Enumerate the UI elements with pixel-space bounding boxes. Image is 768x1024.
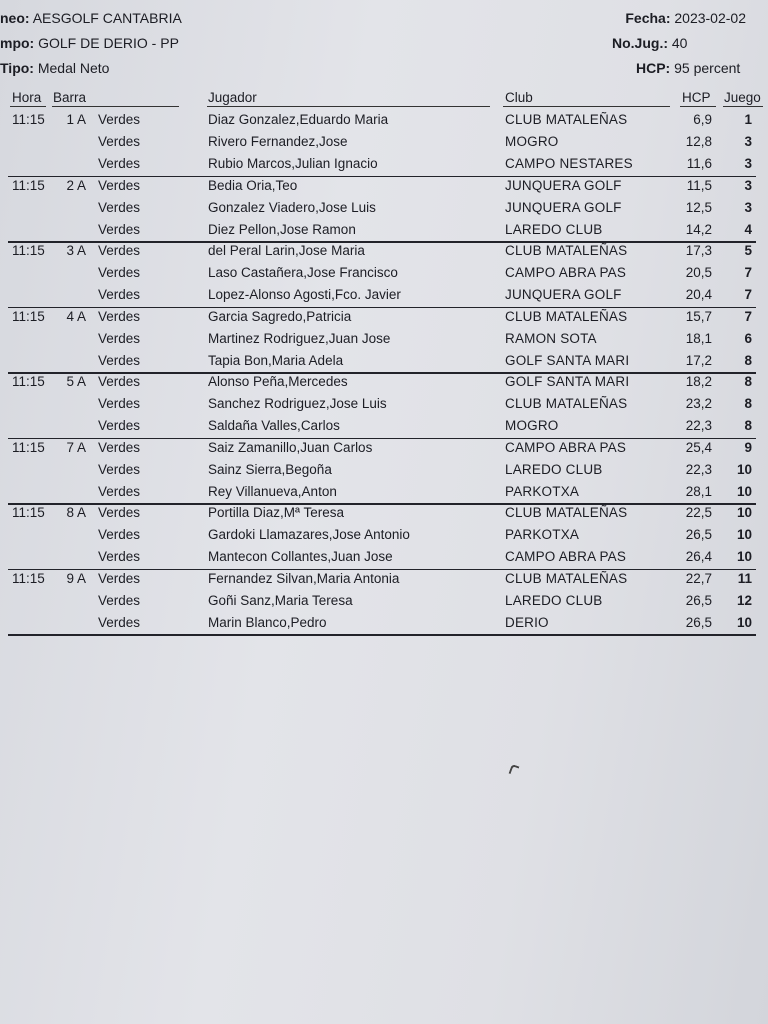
col-underline xyxy=(52,106,179,107)
torneo-value: AESGOLF CANTABRIA xyxy=(32,10,182,26)
table-row xyxy=(0,591,768,613)
barra-cell: 5 A xyxy=(66,374,86,389)
hcp-cell: 18,2 xyxy=(685,374,712,389)
torneo-label: neo: xyxy=(0,10,30,26)
campo-label: mpo: xyxy=(0,35,35,51)
table-row xyxy=(0,307,768,329)
hcp-cell: 26,5 xyxy=(685,527,712,542)
hora-cell: 11:15 xyxy=(12,177,45,193)
club-cell: CLUB MATALEÑAS xyxy=(505,570,628,586)
jugador-cell: del Peral Larin,Jose Maria xyxy=(208,243,365,258)
tee-cell: Verdes xyxy=(98,352,141,368)
table-row xyxy=(0,154,768,176)
club-cell: RAMON SOTA xyxy=(505,330,597,346)
jugador-cell: Portilla Diaz,Mª Teresa xyxy=(208,505,345,520)
club-cell: JUNQUERA GOLF xyxy=(505,177,622,193)
tee-cell: Verdes xyxy=(98,112,141,127)
juego-cell: 8 xyxy=(744,418,752,433)
hcp-cell: 28,1 xyxy=(685,483,712,499)
juego-cell: 7 xyxy=(744,265,752,280)
club-cell: CLUB MATALEÑAS xyxy=(505,308,628,324)
col-underline xyxy=(10,106,46,107)
tee-cell: Verdes xyxy=(98,308,141,324)
hcp-cell: 12,5 xyxy=(685,199,712,215)
club-cell: CLUB MATALEÑAS xyxy=(505,505,628,520)
club-cell: CAMPO NESTARES xyxy=(505,156,633,171)
col-barra: Barra xyxy=(53,90,87,105)
table-row xyxy=(0,220,768,242)
barra-cell: 2 A xyxy=(66,177,86,193)
jugador-cell: Laso Castañera,Jose Francisco xyxy=(208,265,398,280)
juego-cell: 6 xyxy=(744,330,752,346)
table-row xyxy=(0,460,768,482)
col-juego: Juego xyxy=(724,90,761,105)
table-row xyxy=(0,241,768,263)
tipo-label: Tipo: xyxy=(0,60,34,76)
table-row xyxy=(0,394,768,416)
table-row xyxy=(0,263,768,285)
tee-cell: Verdes xyxy=(98,505,141,520)
jugador-cell: Bedia Oria,Teo xyxy=(208,177,298,193)
col-jugador: Jugador xyxy=(208,90,257,105)
tee-cell: Verdes xyxy=(98,134,141,149)
fecha-value: 2023-02-02 xyxy=(674,10,746,26)
nojug-value: 40 xyxy=(671,35,688,51)
table-row xyxy=(0,285,768,307)
table-row xyxy=(0,132,768,154)
col-club: Club xyxy=(505,90,533,105)
hcp-cell: 11,5 xyxy=(686,177,712,193)
col-hcp: HCP xyxy=(682,90,711,105)
hcp-cell: 22,5 xyxy=(685,505,712,520)
club-cell: GOLF SANTA MARI xyxy=(505,374,630,389)
table-row xyxy=(0,613,768,635)
juego-cell: 8 xyxy=(744,374,752,389)
juego-cell: 1 xyxy=(744,112,752,127)
club-cell: CAMPO ABRA PAS xyxy=(505,439,627,455)
tee-cell: Verdes xyxy=(98,418,141,433)
hcp-label: HCP: xyxy=(636,60,671,76)
hcp-cell: 17,2 xyxy=(685,352,712,368)
juego-cell: 7 xyxy=(744,308,752,324)
club-cell: PARKOTXA xyxy=(505,527,580,542)
jugador-cell: Saiz Zamanillo,Juan Carlos xyxy=(208,439,373,455)
torneo-line xyxy=(0,10,182,26)
fecha-line xyxy=(625,10,746,26)
jugador-cell: Mantecon Collantes,Juan Jose xyxy=(208,549,393,564)
table-row xyxy=(0,329,768,351)
col-hora: Hora xyxy=(12,90,42,105)
hora-cell: 11:15 xyxy=(12,308,45,324)
hcp-cell: 22,3 xyxy=(685,418,712,433)
tee-cell: Verdes xyxy=(98,243,141,258)
tee-cell: Verdes xyxy=(98,549,141,564)
hcp-cell: 11,6 xyxy=(686,156,712,171)
tee-cell: Verdes xyxy=(98,199,141,215)
barra-cell: 4 A xyxy=(66,308,86,324)
juego-cell: 10 xyxy=(736,505,752,520)
hora-cell: 11:15 xyxy=(12,243,45,258)
juego-cell: 10 xyxy=(736,527,752,542)
tee-cell: Verdes xyxy=(98,330,141,346)
juego-cell: 3 xyxy=(744,199,752,215)
club-cell: MOGRO xyxy=(505,134,559,149)
club-cell: LAREDO CLUB xyxy=(505,461,603,477)
barra-cell: 7 A xyxy=(66,439,86,455)
hcp-cell: 20,5 xyxy=(685,265,712,280)
jugador-cell: Saldaña Valles,Carlos xyxy=(208,418,340,433)
hcp-cell: 15,7 xyxy=(685,308,712,324)
club-cell: JUNQUERA GOLF xyxy=(505,199,622,215)
table-row xyxy=(0,110,768,132)
table-row xyxy=(0,438,768,460)
table-row xyxy=(0,176,768,198)
jugador-cell: Rivero Fernandez,Jose xyxy=(208,134,348,149)
hcp-cell: 22,7 xyxy=(685,570,712,586)
table-row xyxy=(0,372,768,394)
tee-cell: Verdes xyxy=(98,374,141,389)
hora-cell: 11:15 xyxy=(12,505,45,520)
hcp-cell: 25,4 xyxy=(685,439,712,455)
barra-cell: 9 A xyxy=(66,570,86,586)
juego-cell: 5 xyxy=(744,243,752,258)
juego-cell: 7 xyxy=(744,287,752,302)
hcp-value: 95 percent xyxy=(674,60,741,76)
juego-cell: 3 xyxy=(744,156,752,171)
juego-cell: 9 xyxy=(744,439,752,455)
tee-cell: Verdes xyxy=(98,527,141,542)
club-cell: CLUB MATALEÑAS xyxy=(505,396,628,411)
hcp-cell: 22,3 xyxy=(685,461,712,477)
col-underline xyxy=(207,106,490,107)
tee-cell: Verdes xyxy=(98,221,141,237)
hcp-cell: 14,2 xyxy=(685,221,712,237)
jugador-cell: Sainz Sierra,Begoña xyxy=(208,461,332,477)
juego-cell: 12 xyxy=(736,592,752,608)
tipo-line xyxy=(0,60,109,76)
club-cell: GOLF SANTA MARI xyxy=(505,352,630,368)
tee-cell: Verdes xyxy=(98,287,141,302)
barra-cell: 8 A xyxy=(66,505,86,520)
hcp-line xyxy=(636,60,740,76)
jugador-cell: Gardoki Llamazares,Jose Antonio xyxy=(208,527,410,542)
table-row xyxy=(0,351,768,373)
club-cell: LAREDO CLUB xyxy=(505,221,603,237)
tee-cell: Verdes xyxy=(98,265,141,280)
pen-mark xyxy=(509,764,520,776)
club-cell: LAREDO CLUB xyxy=(505,592,603,608)
hcp-cell: 6,9 xyxy=(693,112,712,127)
tee-cell: Verdes xyxy=(98,439,141,455)
juego-cell: 10 xyxy=(736,483,752,499)
club-cell: CAMPO ABRA PAS xyxy=(505,549,627,564)
hora-cell: 11:15 xyxy=(12,570,45,586)
table-row xyxy=(0,482,768,504)
hora-cell: 11:15 xyxy=(12,439,45,455)
jugador-cell: Gonzalez Viadero,Jose Luis xyxy=(208,199,376,215)
hcp-cell: 20,4 xyxy=(685,287,712,302)
juego-cell: 10 xyxy=(736,549,752,564)
fecha-label: Fecha: xyxy=(625,10,671,26)
col-underline xyxy=(503,106,670,107)
table-row xyxy=(0,569,768,591)
group-separator xyxy=(8,634,756,636)
col-underline xyxy=(680,106,716,107)
juego-cell: 3 xyxy=(744,177,752,193)
hcp-cell: 18,1 xyxy=(685,330,712,346)
jugador-cell: Alonso Peña,Mercedes xyxy=(208,374,348,389)
hora-cell: 11:15 xyxy=(12,374,45,389)
hcp-cell: 26,4 xyxy=(685,549,712,564)
table-row xyxy=(0,525,768,547)
juego-cell: 8 xyxy=(744,396,752,411)
jugador-cell: Lopez-Alonso Agosti,Fco. Javier xyxy=(208,287,401,302)
col-underline xyxy=(723,106,763,107)
juego-cell: 10 xyxy=(736,614,752,630)
jugador-cell: Martinez Rodriguez,Juan Jose xyxy=(208,330,391,346)
hcp-cell: 12,8 xyxy=(685,134,712,149)
jugador-cell: Tapia Bon,Maria Adela xyxy=(208,352,344,368)
jugador-cell: Goñi Sanz,Maria Teresa xyxy=(208,592,353,608)
tipo-value: Medal Neto xyxy=(37,60,110,76)
table-row xyxy=(0,198,768,220)
jugador-cell: Rubio Marcos,Julian Ignacio xyxy=(208,156,378,171)
jugador-cell: Sanchez Rodriguez,Jose Luis xyxy=(208,396,387,411)
tee-cell: Verdes xyxy=(98,396,141,411)
campo-line xyxy=(0,35,179,51)
club-cell: CLUB MATALEÑAS xyxy=(505,243,628,258)
tee-cell: Verdes xyxy=(98,156,141,171)
barra-cell: 1 A xyxy=(66,112,86,127)
tee-cell: Verdes xyxy=(98,483,141,499)
jugador-cell: Rey Villanueva,Anton xyxy=(208,483,337,499)
jugador-cell: Garcia Sagredo,Patricia xyxy=(208,308,352,324)
barra-cell: 3 A xyxy=(66,243,86,258)
table-row xyxy=(0,416,768,438)
hcp-cell: 17,3 xyxy=(685,243,712,258)
club-cell: MOGRO xyxy=(505,418,559,433)
club-cell: DERIO xyxy=(505,614,549,630)
table-row xyxy=(0,547,768,569)
tee-cell: Verdes xyxy=(98,177,141,193)
table-row xyxy=(0,503,768,525)
juego-cell: 11 xyxy=(737,570,752,586)
tee-cell: Verdes xyxy=(98,592,141,608)
club-cell: CAMPO ABRA PAS xyxy=(505,265,627,280)
juego-cell: 10 xyxy=(736,461,752,477)
juego-cell: 4 xyxy=(744,221,752,237)
jugador-cell: Fernandez Silvan,Maria Antonia xyxy=(208,570,400,586)
club-cell: JUNQUERA GOLF xyxy=(505,287,622,302)
nojug-line xyxy=(612,35,687,51)
campo-value: GOLF DE DERIO - PP xyxy=(38,35,179,51)
hcp-cell: 23,2 xyxy=(685,396,712,411)
club-cell: PARKOTXA xyxy=(505,483,580,499)
tee-cell: Verdes xyxy=(98,614,141,630)
hora-cell: 11:15 xyxy=(12,112,45,127)
club-cell: CLUB MATALEÑAS xyxy=(505,112,628,127)
nojug-label: No.Jug.: xyxy=(612,35,668,51)
jugador-cell: Diaz Gonzalez,Eduardo Maria xyxy=(208,112,389,127)
hcp-cell: 26,5 xyxy=(685,614,712,630)
tee-cell: Verdes xyxy=(98,570,141,586)
juego-cell: 8 xyxy=(744,352,752,368)
juego-cell: 3 xyxy=(744,134,752,149)
hcp-cell: 26,5 xyxy=(685,592,712,608)
jugador-cell: Marin Blanco,Pedro xyxy=(208,614,327,630)
tee-cell: Verdes xyxy=(98,461,141,477)
jugador-cell: Diez Pellon,Jose Ramon xyxy=(208,221,356,237)
